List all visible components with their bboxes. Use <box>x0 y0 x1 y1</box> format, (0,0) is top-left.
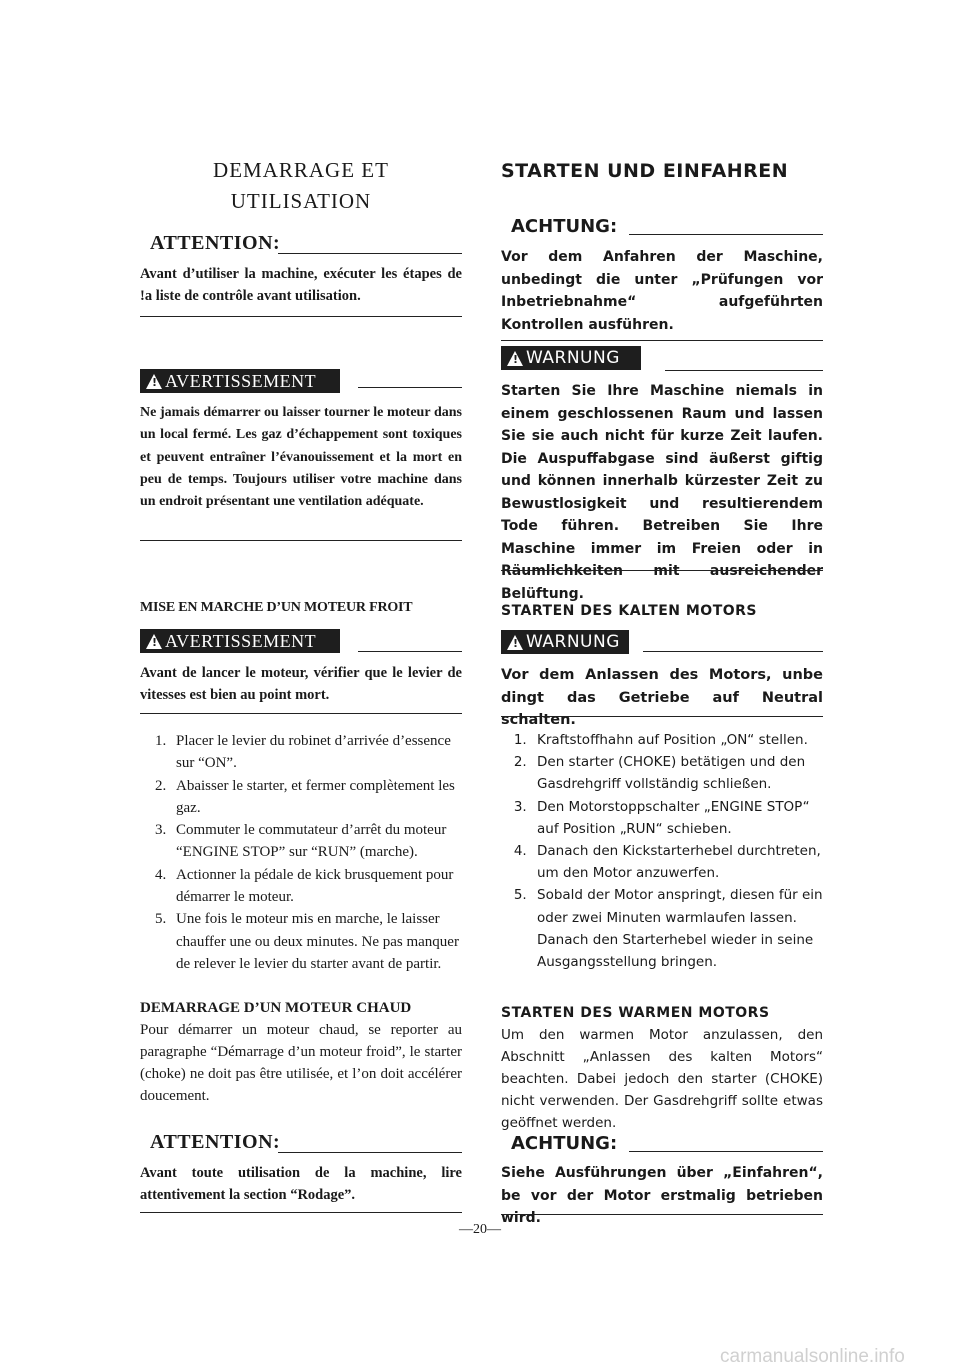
warning-triangle-icon <box>146 634 162 649</box>
list-item: 1. Placer le levier du robinet d’arrivée d’essence sur “ON”. <box>170 730 462 775</box>
warm-start-text-de: Um den warmen Motor anzulassen, den Abschnitt „Anlassen des kalten Motors“ beachten. Dabei jedoch den starter (CHOKE) nicht verwenden. Der Gasdrehgriff sollte etwas geöffnet werden. <box>501 1027 823 1131</box>
attention-text-1: Vor dem Anfahren der Maschine, unbedingt die unter „Prüfungen vor Inbetriebnahme“ aufgeführten Kontrollen ausführen. <box>501 249 823 333</box>
attention-label: ATTENTION: <box>150 232 281 254</box>
warning-text-2: Avant de lancer le moteur, vérifier que le levier de vitesses est bien au point mort. <box>140 665 462 703</box>
warning-badge-1 <box>140 369 340 393</box>
divider <box>140 540 462 541</box>
attention-header-2 <box>501 1133 823 1163</box>
attention-label: ACHTUNG: <box>511 216 618 237</box>
warning-text-1: Ne jamais démarrer ou laisser tourner le moteur dans un local fermé. Les gaz d’échappement sont toxiques et peuvent entraîner l’évanouissement et la mort en peu de temps. Toujours utiliser votre machine dans un endroit présentant une ventilation adéquate. <box>140 405 462 510</box>
attention-header-1 <box>501 216 823 246</box>
attention-header-2 <box>140 1131 462 1161</box>
page-title-fr: DEMARRAGE ET UTILISATION <box>213 158 389 213</box>
attention-text-1: Avant d’utiliser la machine, exécuter les étapes de !a liste de contrôle avant utilisation. <box>140 266 462 304</box>
warning-triangle-icon <box>146 374 162 389</box>
list-item: 2. Den starter (CHOKE) betätigen und den Gasdrehgriff vollständig schließen. <box>531 751 823 795</box>
warning-label: AVERTISSEMENT <box>165 370 317 391</box>
start-steps-fr <box>140 730 462 975</box>
divider <box>501 340 823 341</box>
warning-triangle-icon <box>507 351 523 366</box>
warning-text-1: Starten Sie Ihre Maschine niemals in einem geschlossenen Raum und lassen Sie sie auch nicht für kurze Zeit laufen. Die Auspuffabgase sind äußerst giftig und können innerhalb kürzester Zeit zu Bewustlosigkeit und resultierendem Tode führen. Betreiben Sie Ihre Maschine immer im Freien oder in Räumlichkeiten mit ausreichender Belüftung. <box>501 383 823 602</box>
list-item: 2. Abaisser le starter, et fermer complètement les gaz. <box>170 775 462 820</box>
watermark: carmanualsonline.info <box>720 1346 905 1367</box>
divider <box>140 316 462 317</box>
list-item: 3. Commuter le commutateur d’arrêt du moteur “ENGINE STOP” sur “RUN” (marche). <box>170 819 462 864</box>
list-item: 5. Une fois le moteur mis en marche, le laisser chauffer une ou deux minutes. Ne pas manquer de relever le levier du starter avant de partir. <box>170 908 462 975</box>
header-rule <box>358 387 462 388</box>
list-item: 5. Sobald der Motor anspringt, diesen für ein oder zwei Minuten warmlaufen lassen. Danach den Starterhebel wieder in seine Ausgangsstellung bringen. <box>531 884 823 973</box>
warm-start-text-fr: Pour démarrer un moteur chaud, se reporter au paragraphe “Démarrage d’un moteur froid”, le starter (choke) ne doit pas être utilisée, et l’on doit accélérer doucement. <box>140 1022 462 1104</box>
warm-start-heading-fr: DEMARRAGE D’UN MOTEUR CHAUD <box>140 1000 412 1016</box>
header-rule <box>278 253 462 254</box>
warning-badge-1 <box>501 346 641 370</box>
header-rule <box>358 651 462 652</box>
warning-text-2: Vor dem Anlassen des Motors, unbe dingt das Getriebe auf Neutral schalten. <box>501 667 823 728</box>
attention-text-2: Avant toute utilisation de la machine, lire attentivement la section “Rodage”. <box>140 1165 462 1203</box>
cold-start-heading-de: STARTEN DES KALTEN MOTORS <box>501 603 758 619</box>
list-item: 4. Danach den Kickstarterhebel durchtreten, um den Motor anzuwerfen. <box>531 840 823 884</box>
warm-start-heading-de: STARTEN DES WARMEN MOTORS <box>501 1005 770 1021</box>
page-number: —20— <box>459 1222 501 1237</box>
attention-label: ACHTUNG: <box>511 1133 618 1154</box>
attention-label: ATTENTION: <box>150 1131 281 1153</box>
header-rule <box>629 1151 823 1152</box>
header-rule <box>278 1152 462 1153</box>
start-steps-de <box>501 729 823 973</box>
header-rule <box>665 370 823 371</box>
warning-label: AVERTISSEMENT <box>165 630 317 651</box>
divider <box>140 1212 462 1213</box>
divider <box>140 713 462 714</box>
attention-header-1 <box>140 232 462 262</box>
divider <box>501 570 823 571</box>
attention-text-2: Siehe Ausführungen über „Einfahren“, be vor der Motor erstmalig betrieben wird. <box>501 1165 823 1226</box>
warning-badge-2 <box>140 629 340 653</box>
warning-label: WARNUNG <box>526 348 620 368</box>
warning-label: WARNUNG <box>526 632 620 652</box>
cold-start-heading-fr: MISE EN MARCHE D’UN MOTEUR FROIT <box>140 600 413 615</box>
list-item: 3. Den Motorstoppschalter „ENGINE STOP“ auf Position „RUN“ schieben. <box>531 796 823 840</box>
divider <box>501 1214 823 1215</box>
list-item: 4. Actionner la pédale de kick brusquement pour démarrer le moteur. <box>170 864 462 909</box>
page-title-de: STARTEN UND EINFAHREN <box>501 160 789 182</box>
warning-triangle-icon <box>507 635 523 650</box>
header-rule <box>629 234 823 235</box>
divider <box>501 716 823 717</box>
list-item: 1. Kraftstoffhahn auf Position „ON“ stellen. <box>531 729 823 751</box>
header-rule <box>643 651 823 652</box>
warning-badge-2 <box>501 630 629 654</box>
